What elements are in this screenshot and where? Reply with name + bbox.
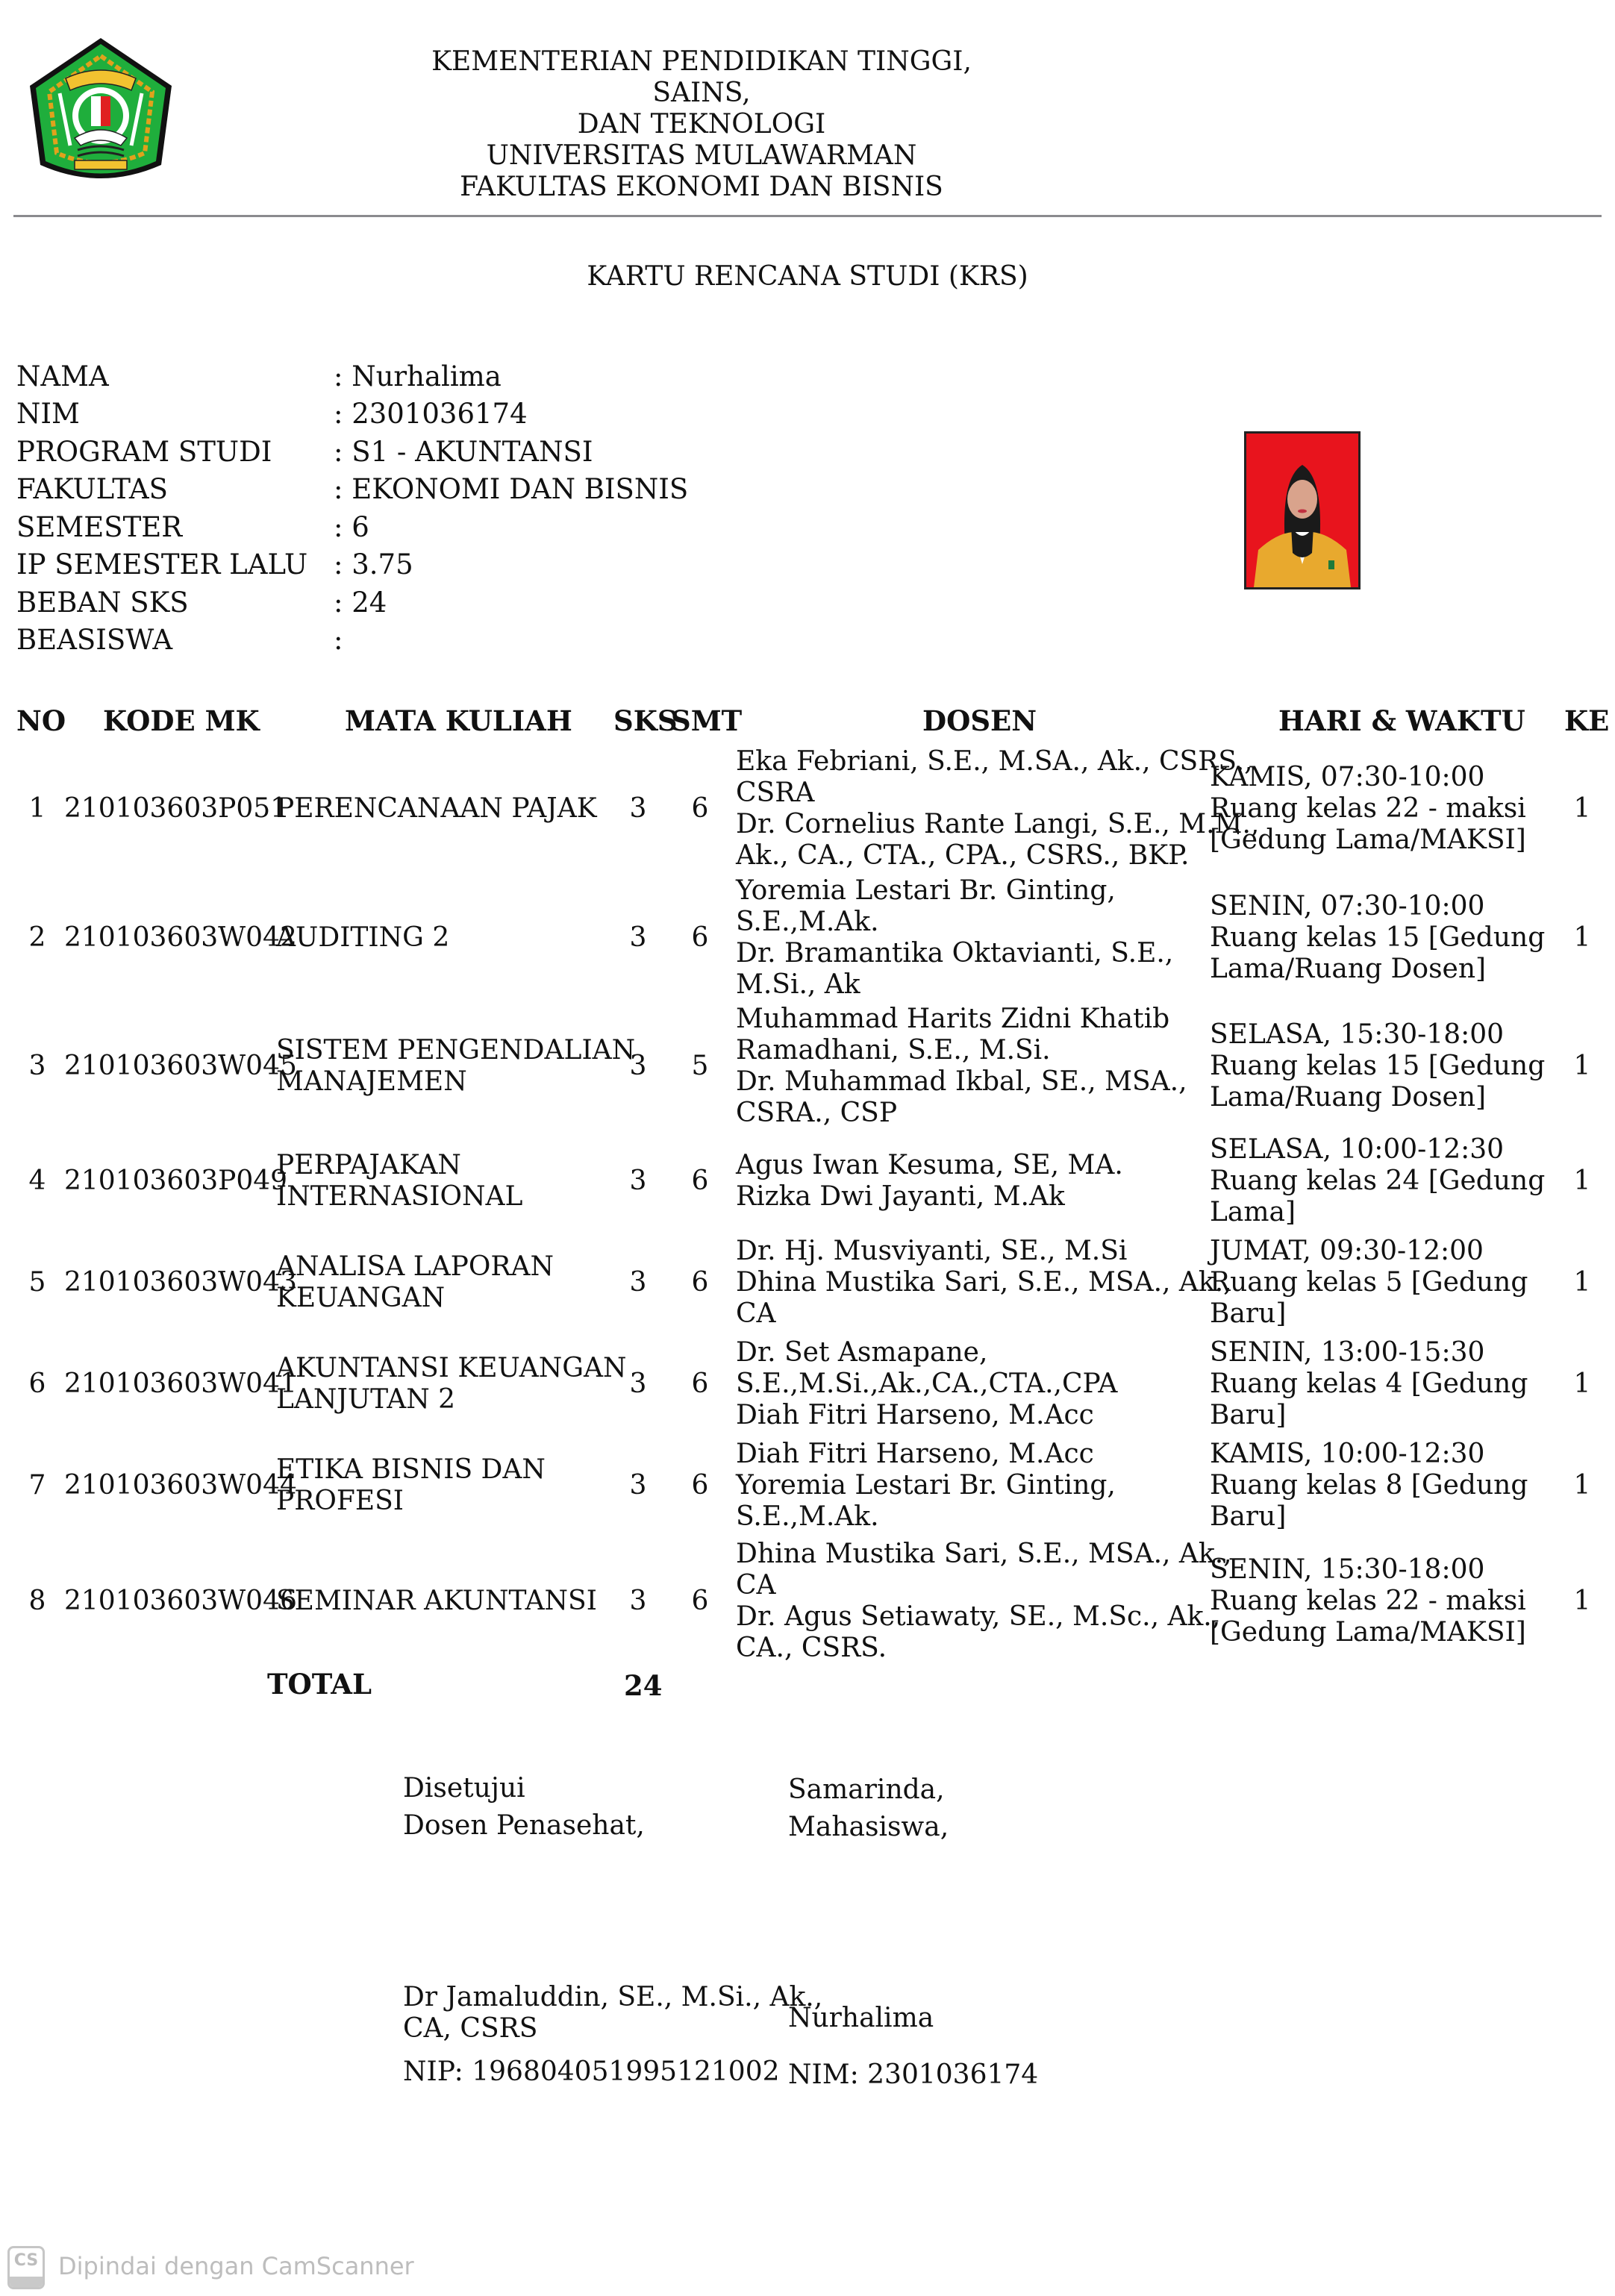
lecturer-line: Dr. Cornelius Rante Langi, S.E., M.M., — [736, 809, 1260, 839]
cell-mata-kuliah — [276, 1131, 619, 1231]
institution-header — [403, 46, 1000, 203]
schedule-line: KAMIS, 10:00-12:30 — [1210, 1439, 1485, 1469]
header-line-faculty: FAKULTAS EKONOMI DAN BISNIS — [460, 172, 943, 202]
course-name-line: SEMINAR AKUNTANSI — [276, 1586, 597, 1616]
cell-ke: 1 — [1573, 1267, 1591, 1298]
cell-sks: 3 — [629, 922, 647, 953]
info-value: : 6 — [334, 511, 369, 543]
cell-no: 3 — [28, 1051, 46, 1081]
schedule-line: Ruang kelas 4 [Gedung — [1210, 1368, 1528, 1399]
cell-kode: 210103603W046 — [64, 1586, 297, 1616]
schedule-line: Baru] — [1210, 1501, 1287, 1532]
lecturer-line: Yoremia Lestari Br. Ginting, — [736, 875, 1116, 906]
cell-smt: 6 — [691, 1267, 709, 1298]
schedule-line: Lama] — [1210, 1197, 1296, 1227]
lecturer-line: CA., CSRS. — [736, 1633, 887, 1663]
header-line-ministry-cont: DAN TEKNOLOGI — [577, 109, 826, 140]
cell-mata-kuliah — [276, 1436, 619, 1536]
cell-dosen — [736, 1003, 1213, 1130]
info-label: NIM — [16, 398, 80, 430]
col-header-ke: KE — [1564, 704, 1610, 737]
course-name-line: PERENCANAAN PAJAK — [276, 793, 597, 824]
lecturer-line: Ramadhani, S.E., M.Si. — [736, 1035, 1051, 1066]
advisor-name-line: Dr Jamaluddin, SE., M.Si., Ak., — [403, 1982, 823, 2012]
schedule-line: Ruang kelas 24 [Gedung — [1210, 1166, 1546, 1196]
info-value: : 2301036174 — [334, 398, 528, 430]
info-label: BEBAN SKS — [16, 586, 189, 619]
lecturer-line: Dr. Muhammad Ikbal, SE., MSA., — [736, 1066, 1187, 1097]
course-name-line: PERPAJAKAN — [276, 1150, 461, 1180]
course-name-line: KEUANGAN — [276, 1283, 446, 1313]
schedule-line: Ruang kelas 15 [Gedung — [1210, 922, 1546, 953]
lecturer-line: Diah Fitri Harseno, M.Acc — [736, 1439, 1094, 1469]
cell-no: 1 — [28, 793, 46, 824]
cell-ke: 1 — [1573, 922, 1591, 953]
lecturer-line: Diah Fitri Harseno, M.Acc — [736, 1400, 1094, 1430]
lecturer-line: Yoremia Lestari Br. Ginting, — [736, 1470, 1116, 1501]
total-label: TOTAL — [267, 1668, 372, 1701]
schedule-line: [Gedung Lama/MAKSI] — [1210, 825, 1526, 855]
cell-kode: 210103603W044 — [64, 1470, 297, 1501]
lecturer-line: Dr. Hj. Musviyanti, SE., M.Si — [736, 1236, 1128, 1266]
info-label: SEMESTER — [16, 511, 183, 543]
col-header-no: NO — [16, 704, 66, 737]
cell-dosen — [736, 1334, 1213, 1434]
schedule-line: Lama/Ruang Dosen] — [1210, 954, 1487, 984]
cell-smt: 6 — [691, 1368, 709, 1399]
info-label: IP SEMESTER LALU — [16, 548, 308, 581]
cell-sks: 3 — [629, 1166, 647, 1196]
cell-sks: 3 — [629, 1586, 647, 1616]
table-row — [0, 1233, 1615, 1333]
camscanner-badge-bar — [10, 2277, 43, 2287]
table-row — [0, 1334, 1615, 1434]
schedule-line: SELASA, 15:30-18:00 — [1210, 1019, 1505, 1050]
info-value: : S1 - AKUNTANSI — [334, 436, 593, 468]
info-value: : — [334, 624, 343, 656]
lecturer-line: Dr. Agus Setiawaty, SE., M.Sc., Ak., — [736, 1601, 1221, 1632]
schedule-line: Lama/Ruang Dosen] — [1210, 1082, 1487, 1113]
lecturer-line: Agus Iwan Kesuma, SE, MA. — [736, 1150, 1123, 1180]
course-name-line: LANJUTAN 2 — [276, 1384, 456, 1415]
schedule-line: Baru] — [1210, 1400, 1287, 1430]
info-label: BEASISWA — [16, 624, 173, 656]
schedule-line: SENIN, 13:00-15:30 — [1210, 1337, 1485, 1368]
cell-mata-kuliah — [276, 1537, 619, 1665]
cell-ke: 1 — [1573, 1470, 1591, 1501]
course-name-line: MANAJEMEN — [276, 1066, 467, 1097]
cell-dosen — [736, 1537, 1232, 1665]
signing-place-label: Samarinda, — [788, 1774, 945, 1805]
advisor-name-line: CA, CSRS — [403, 2013, 538, 2044]
course-name-line: AKUNTANSI KEUANGAN — [276, 1353, 627, 1383]
advisor-nip: NIP: 196804051995121002 — [403, 2056, 780, 2087]
cell-hari-waktu — [1210, 1003, 1546, 1130]
info-label: FAKULTAS — [16, 473, 168, 505]
cell-hari-waktu — [1210, 1537, 1526, 1665]
cell-dosen — [736, 1436, 1213, 1536]
cell-sks: 3 — [629, 1051, 647, 1081]
lecturer-line: CA — [736, 1298, 776, 1329]
header-line-ministry: KEMENTERIAN PENDIDIKAN TINGGI, SAINS, — [431, 46, 972, 108]
student-portrait-icon — [1246, 434, 1358, 587]
cell-dosen — [736, 745, 1260, 873]
info-label: NAMA — [16, 360, 109, 392]
cell-ke: 1 — [1573, 1368, 1591, 1399]
cell-mata-kuliah — [276, 875, 619, 1001]
cell-mata-kuliah — [276, 1003, 636, 1130]
cell-kode: 210103603W043 — [64, 1267, 297, 1298]
schedule-line: Ruang kelas 15 [Gedung — [1210, 1051, 1546, 1081]
cell-hari-waktu — [1210, 1334, 1528, 1434]
lecturer-line: CSRA., CSP — [736, 1098, 898, 1128]
table-row — [0, 875, 1615, 1001]
col-header-dosen: DOSEN — [922, 704, 1037, 737]
cell-smt: 6 — [691, 793, 709, 824]
course-name-line: ANALISA LAPORAN — [276, 1251, 554, 1282]
lecturer-line: Dhina Mustika Sari, S.E., MSA., Ak., — [736, 1267, 1232, 1298]
schedule-line: SENIN, 15:30-18:00 — [1210, 1554, 1485, 1585]
schedule-line: Baru] — [1210, 1298, 1287, 1329]
table-row — [0, 1003, 1615, 1130]
cell-hari-waktu — [1210, 745, 1526, 873]
schedule-line: Ruang kelas 8 [Gedung — [1210, 1470, 1528, 1501]
camscanner-badge-text: CS — [13, 2251, 39, 2270]
lecturer-line: M.Si., Ak — [736, 969, 860, 1000]
info-value: : 3.75 — [334, 548, 413, 581]
cell-no: 7 — [28, 1470, 46, 1501]
course-name-line: AUDITING 2 — [276, 922, 450, 953]
lecturer-line: CA — [736, 1570, 776, 1601]
cell-ke: 1 — [1573, 1051, 1591, 1081]
schedule-line: [Gedung Lama/MAKSI] — [1210, 1617, 1526, 1648]
total-sks-value: 24 — [624, 1669, 663, 1702]
cell-no: 5 — [28, 1267, 46, 1298]
schedule-line: Ruang kelas 5 [Gedung — [1210, 1267, 1528, 1298]
table-row — [0, 1131, 1615, 1231]
cell-smt: 6 — [691, 1586, 709, 1616]
schedule-line: JUMAT, 09:30-12:00 — [1210, 1236, 1484, 1266]
lecturer-line: Muhammad Harits Zidni Khatib — [736, 1004, 1170, 1034]
course-name-line: SISTEM PENGENDALIAN — [276, 1035, 636, 1066]
cell-smt: 6 — [691, 1166, 709, 1196]
cell-dosen — [736, 1233, 1232, 1333]
cell-smt: 6 — [691, 922, 709, 953]
course-name-line: ETIKA BISNIS DAN — [276, 1454, 546, 1485]
cell-no: 6 — [28, 1368, 46, 1399]
cell-dosen — [736, 875, 1213, 1001]
document-title: KARTU RENCANA STUDI (KRS) — [587, 261, 1028, 292]
cell-mata-kuliah — [276, 1233, 619, 1333]
advisor-role-label: Dosen Penasehat, — [403, 1810, 645, 1841]
lecturer-line: S.E.,M.Si.,Ak.,CA.,CTA.,CPA — [736, 1368, 1118, 1399]
cell-ke: 1 — [1573, 1166, 1591, 1196]
cell-mata-kuliah — [276, 745, 619, 873]
table-row — [0, 1436, 1615, 1536]
cell-no: 4 — [28, 1166, 46, 1196]
lecturer-line: Ak., CA., CTA., CPA., CSRS., BKP. — [736, 840, 1190, 871]
lecturer-line: Dr. Set Asmapane, — [736, 1337, 988, 1368]
cell-no: 8 — [28, 1586, 46, 1616]
table-row — [0, 745, 1615, 873]
cell-kode: 210103603W045 — [64, 1051, 297, 1081]
advisor-approval-label: Disetujui — [403, 1773, 525, 1804]
student-photo — [1244, 431, 1361, 589]
schedule-line: Ruang kelas 22 - maksi — [1210, 793, 1526, 824]
cell-hari-waktu — [1210, 1131, 1546, 1231]
university-crest-icon — [22, 34, 179, 190]
lecturer-line: Dhina Mustika Sari, S.E., MSA., Ak., — [736, 1539, 1232, 1569]
camscanner-watermark-text: Dipindai dengan CamScanner — [58, 2252, 414, 2280]
header-line-university: UNIVERSITAS MULAWARMAN — [486, 140, 917, 171]
cell-mata-kuliah — [276, 1334, 627, 1434]
university-logo — [22, 34, 179, 190]
cell-hari-waktu — [1210, 1233, 1528, 1333]
cell-sks: 3 — [629, 1368, 647, 1399]
info-value: : 24 — [334, 586, 387, 619]
cell-hari-waktu — [1210, 875, 1546, 1001]
schedule-line: KAMIS, 07:30-10:00 — [1210, 762, 1485, 792]
cell-kode: 210103603P051 — [64, 793, 288, 824]
cell-sks: 3 — [629, 1470, 647, 1501]
lecturer-line: Eka Febriani, S.E., M.SA., Ak., CSRS., — [736, 746, 1253, 777]
cell-hari-waktu — [1210, 1436, 1528, 1536]
cell-kode: 210103603W042 — [64, 922, 297, 953]
info-value: : EKONOMI DAN BISNIS — [334, 473, 689, 505]
col-header-hari-waktu: HARI & WAKTU — [1278, 704, 1525, 737]
info-value: : Nurhalima — [334, 360, 502, 392]
col-header-smt: SMT — [671, 704, 743, 737]
cell-smt: 5 — [691, 1051, 709, 1081]
student-nim: NIM: 2301036174 — [788, 2059, 1039, 2090]
cell-dosen — [736, 1131, 1213, 1231]
lecturer-line: S.E.,M.Ak. — [736, 1501, 879, 1532]
cell-sks: 3 — [629, 793, 647, 824]
cell-smt: 6 — [691, 1470, 709, 1501]
course-name-line: PROFESI — [276, 1486, 404, 1516]
col-header-sks: SKS — [613, 704, 678, 737]
student-signature-name: Nurhalima — [788, 2003, 934, 2033]
info-label: PROGRAM STUDI — [16, 436, 272, 468]
cell-ke: 1 — [1573, 793, 1591, 824]
lecturer-line: Dr. Bramantika Oktavianti, S.E., — [736, 938, 1174, 969]
cell-sks: 3 — [629, 1267, 647, 1298]
course-name-line: INTERNASIONAL — [276, 1181, 523, 1212]
student-role-label: Mahasiswa, — [788, 1812, 949, 1842]
cell-no: 2 — [28, 922, 46, 953]
col-header-mata-kuliah: MATA KULIAH — [345, 704, 572, 737]
lecturer-line: S.E.,M.Ak. — [736, 907, 879, 937]
camscanner-logo-icon — [7, 2246, 45, 2289]
table-row — [0, 1537, 1615, 1665]
col-header-kode: KODE MK — [103, 704, 260, 737]
cell-kode: 210103603W041 — [64, 1368, 297, 1399]
lecturer-line: Rizka Dwi Jayanti, M.Ak — [736, 1181, 1065, 1212]
schedule-line: Ruang kelas 22 - maksi — [1210, 1586, 1526, 1616]
header-divider — [13, 215, 1602, 217]
lecturer-line: CSRA — [736, 778, 815, 808]
cell-kode: 210103603P049 — [64, 1166, 288, 1196]
cell-ke: 1 — [1573, 1586, 1591, 1616]
schedule-line: SENIN, 07:30-10:00 — [1210, 891, 1485, 922]
advisor-name — [403, 1982, 822, 2045]
schedule-line: SELASA, 10:00-12:30 — [1210, 1134, 1505, 1165]
